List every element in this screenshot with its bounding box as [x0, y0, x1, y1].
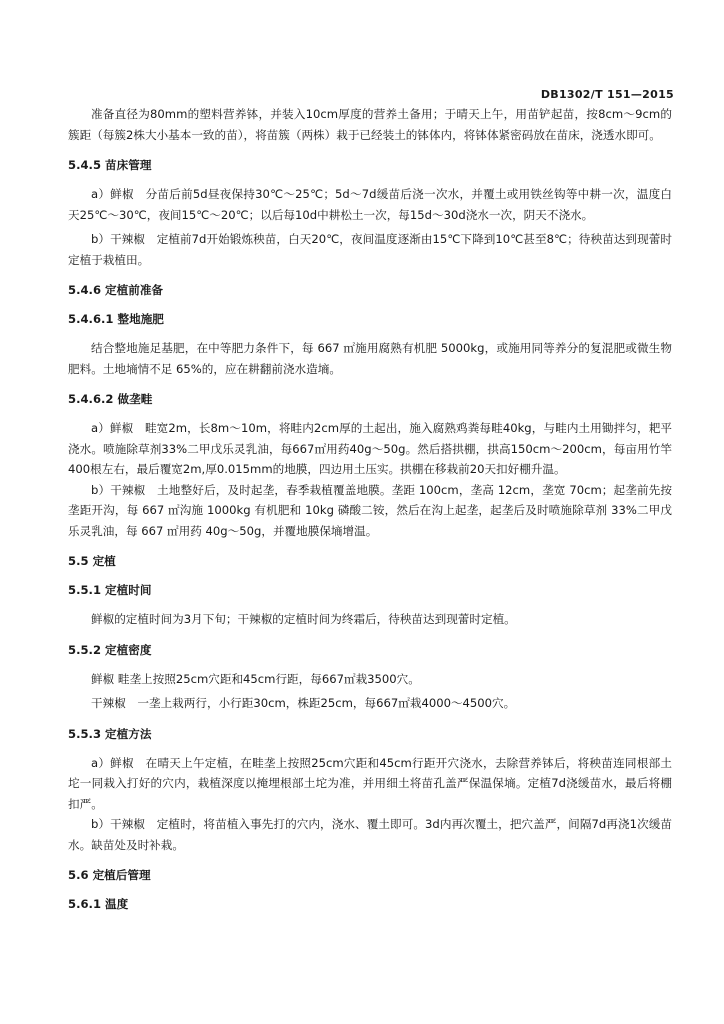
paragraph-method-dry-pepper: b）干辣椒 定植时，将苗植入事先打的穴内，浇水、覆土即可。3d内再次覆土，把穴盖严，间隔7d再浇1次缓苗水。缺苗处及时补栽。 — [68, 817, 672, 852]
paragraph-ridge-dry-pepper: b）干辣椒 土地整好后，及时起垄，春季栽植覆盖地膜。垄距 100cm，垄高 12cm，垄宽 70cm；起垄前先按垄距开沟，每 667 ㎡沟施 1000kg 有机肥和 10kg 磷酸二铵，然后在沟上起垄，起垄后及时喷施除草剂 33%二甲戊乐灵乳油，每 667 ㎡用药 40g～50g，并覆地膜保墒增温。 — [68, 482, 672, 538]
paragraph-method-fresh-pepper: a）鲜椒 在晴天上午定植，在畦垄上按照25cm穴距和45cm行距开穴浇水，去除营养钵后，将秧苗连同根部土坨一同栽入打好的穴内，栽植深度以掩埋根部土坨为准，并用细土将苗孔盖严保温保墒。定植7d浇缓苗水，最后将棚扣严。 — [68, 755, 672, 811]
heading-5-5-1: 5.5.1 定植时间 — [68, 583, 152, 597]
heading-5-5-2: 5.5.2 定植密度 — [68, 642, 152, 657]
heading-5-4-6-1: 5.4.6.1 整地施肥 — [68, 312, 164, 326]
heading-5-4-5: 5.4.5 苗床管理 — [68, 158, 152, 172]
heading-5-6: 5.6 定植后管理 — [68, 868, 151, 882]
paragraph-soil-fertilizer: 结合整地施足基肥，在中等肥力条件下，每 667 ㎡施用腐熟有机肥 5000kg，或施用同等养分的复混肥或微生物肥料。土地墒情不足 65%的，应在耕翻前浇水造墒。 — [68, 341, 672, 376]
document-code: DB1302/T 151—2015 — [540, 88, 674, 101]
paragraph-planting-time: 鲜椒的定植时间为3月下旬；干辣椒的定植时间为终霜后，待秧苗达到现蕾时定植。 — [91, 612, 516, 626]
paragraph-seedbed-dry-pepper: b）干辣椒 定植前7d开始锻炼秧苗，白天20℃，夜间温度逐渐由15℃下降到10℃甚至8℃；待秧苗达到现蕾时定植于栽植田。 — [68, 232, 672, 267]
paragraph-nursery-pot: 准备直径为80mm的塑料营养钵，并装入10cm厚度的营养土备用；于晴天上午，用苗铲起苗，按8cm～9cm的簇距（每簇2株大小基本一致的苗），将苗簇（两株）栽于已经装土的钵体内，将钵体紧密码放在苗床，浇透水即可。 — [68, 107, 672, 142]
paragraph-seedbed-fresh-pepper: a）鲜椒 分苗后前5d昼夜保持30℃～25℃；5d～7d缓苗后浇一次水，并覆土或用铁丝钩等中耕一次，温度白天25℃～30℃，夜间15℃～20℃；以后每10d中耕松土一次，每15d～30d浇水一次，阴天不浇水。 — [68, 187, 672, 222]
heading-5-5-3: 5.5.3 定植方法 — [68, 726, 152, 741]
heading-5-5: 5.5 定植 — [68, 554, 116, 568]
heading-5-6-1: 5.6.1 温度 — [68, 897, 129, 911]
page-content — [68, 104, 672, 914]
paragraph-ridge-fresh-pepper: a）鲜椒 畦宽2m，长8m～10m，将畦内2cm厚的土起出，施入腐熟鸡粪每畦40kg，与畦内土用锄拌匀，耙平浇水。喷施除草剂33%二甲戊乐灵乳油，每667㎡用药40g～50g。然后搭拱棚，拱高150cm～200cm，每亩用竹竿400根左右，最后覆宽2m,厚0.015mm的地膜，四边用土压实。拱棚在移栽前20天扣好棚升温。 — [68, 421, 672, 476]
heading-5-4-6-2: 5.4.6.2 做垄畦 — [68, 392, 153, 406]
paragraph-density-dry-pepper: 干辣椒 一垄上栽两行，小行距30cm，株距25cm，每667㎡栽4000～4500穴。 — [91, 696, 516, 710]
heading-5-4-6: 5.4.6 定植前准备 — [68, 283, 164, 297]
paragraph-density-fresh-pepper: 鲜椒 畦垄上按照25cm穴距和45cm行距，每667㎡栽3500穴。 — [91, 671, 420, 686]
